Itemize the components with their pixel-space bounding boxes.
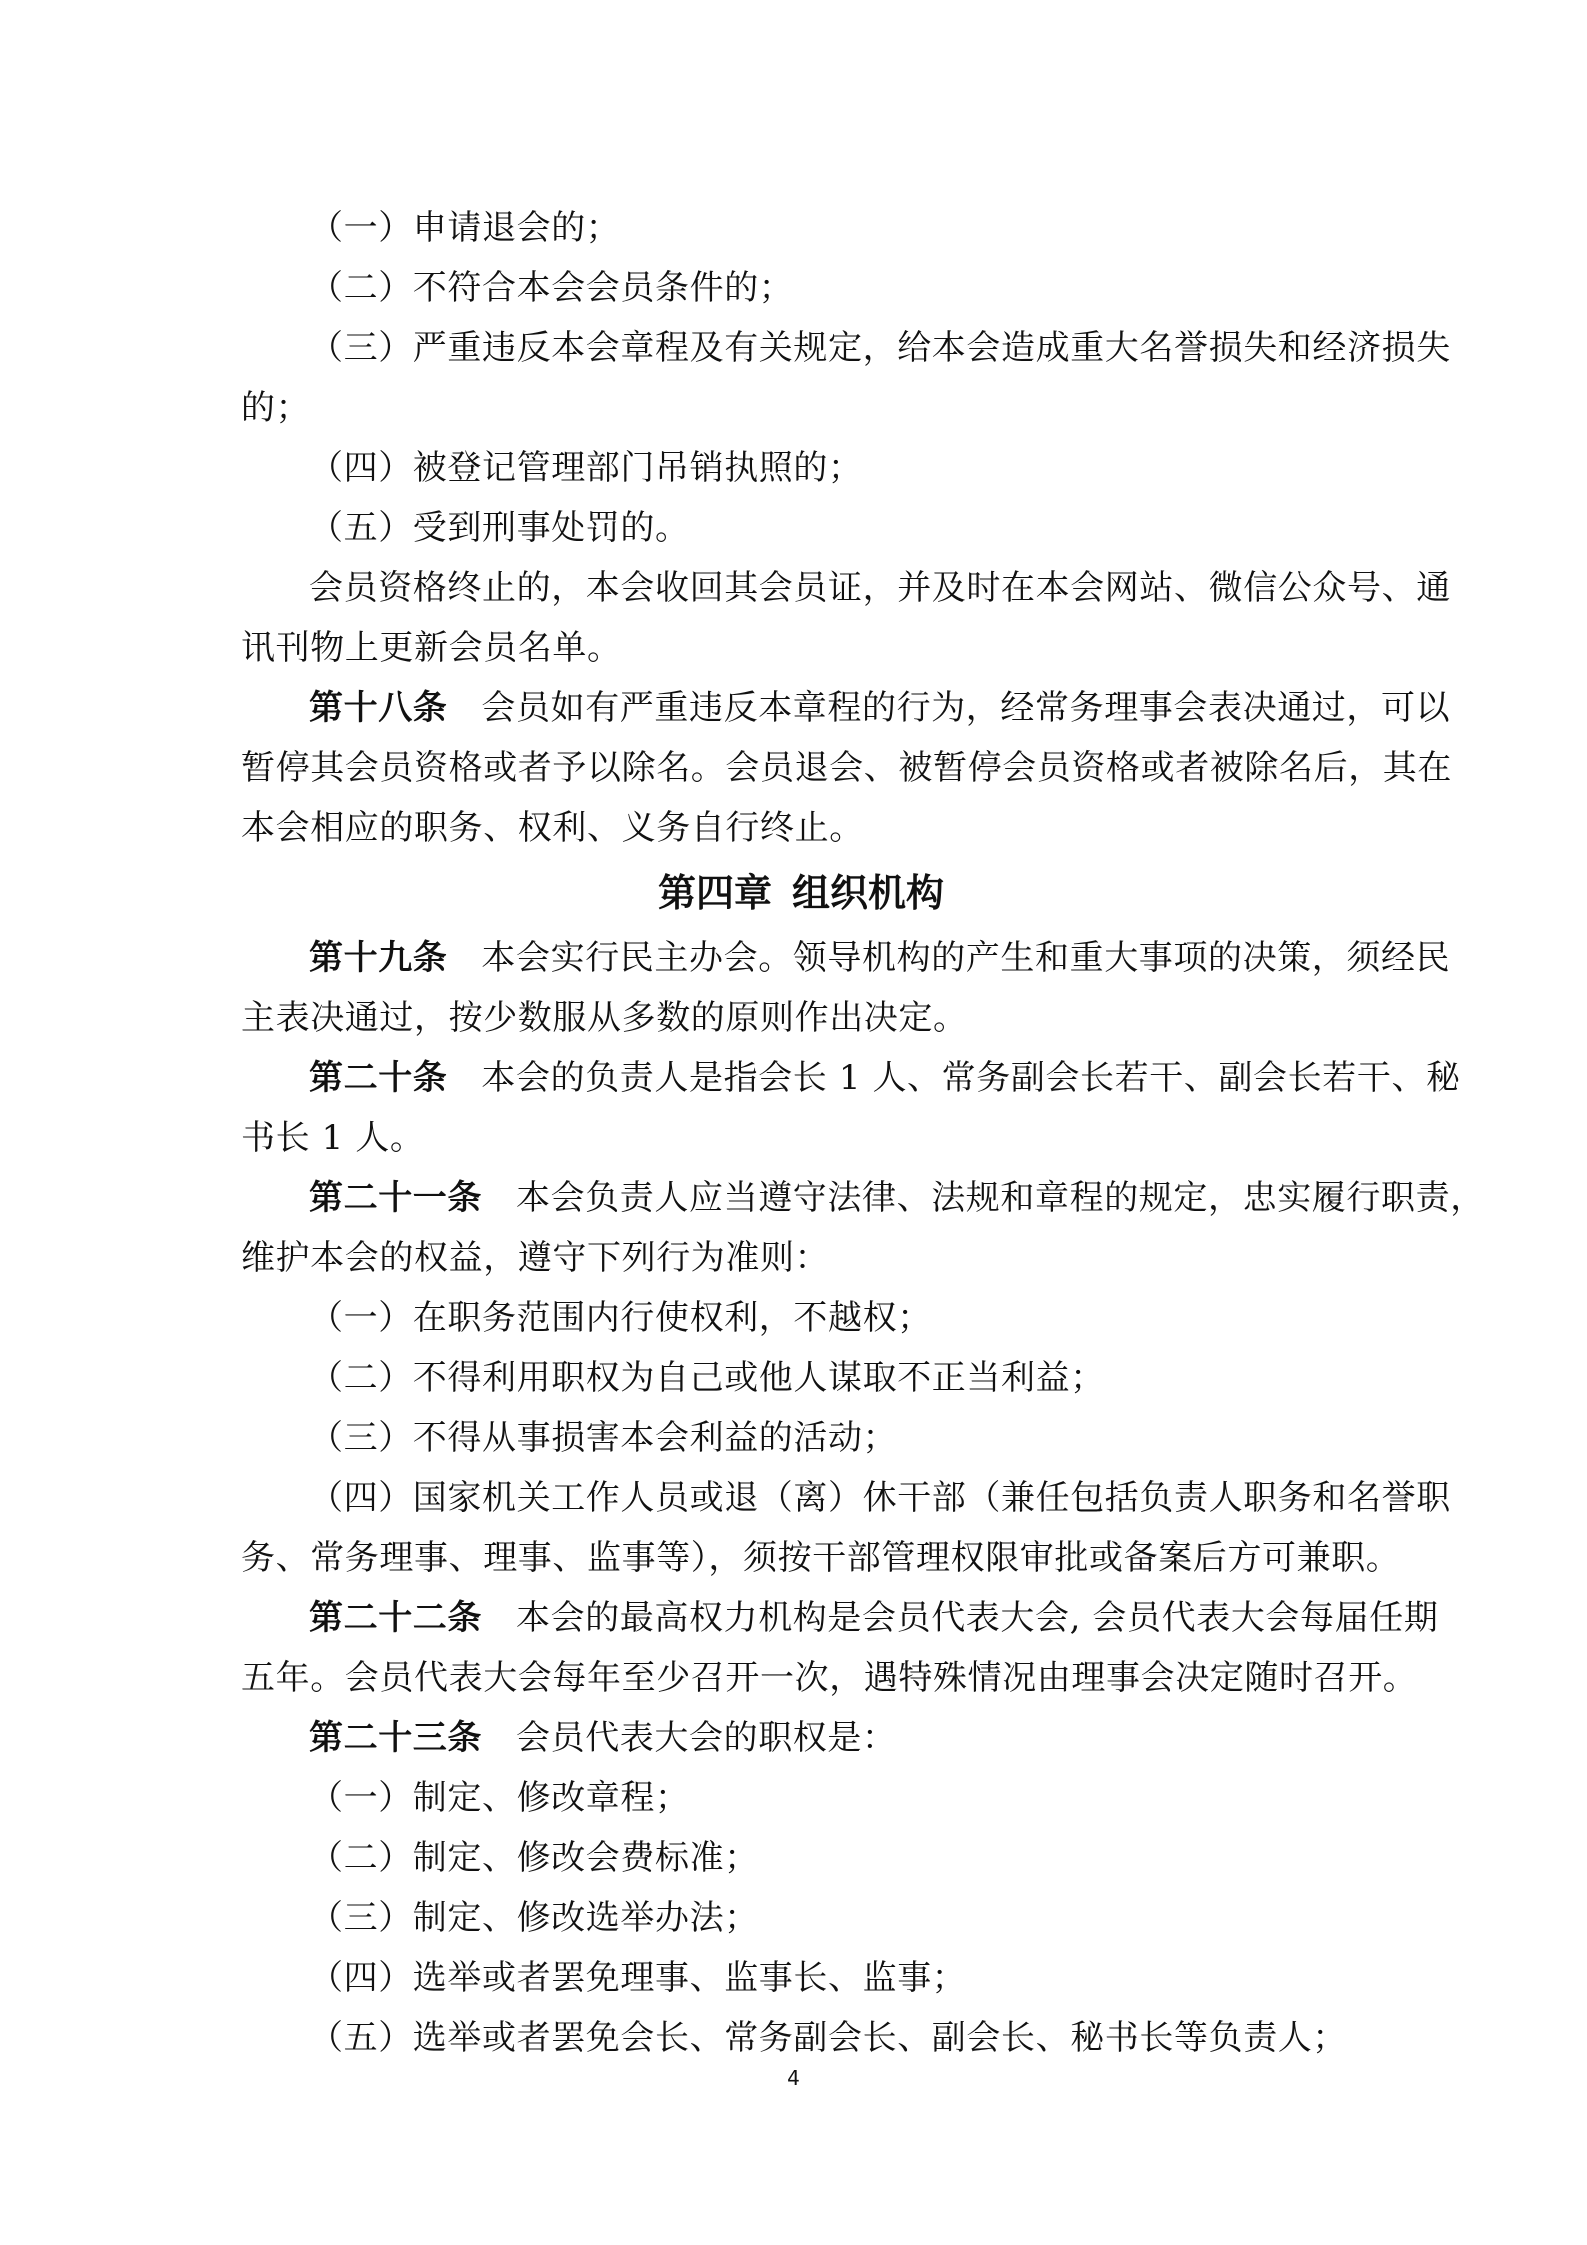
paragraph-line: 讯刊物上更新会员名单。 (241, 628, 622, 668)
paragraph-line: 会员资格终止的，本会收回其会员证，并及时在本会网站、微信公众号、通 (309, 568, 1451, 608)
chapter-heading (241, 858, 1361, 928)
page-number: 4 (787, 2066, 800, 2090)
document-body (241, 198, 1485, 2068)
list-item: （四）国家机关工作人员或退（离）休干部（兼任包括负责人职务和名誉职 (309, 1478, 1451, 1518)
article-label: 第二十三条 (309, 1718, 482, 1758)
article-text: 会员如有严重违反本章程的行为，经常务理事会表决通过，可以 (481, 688, 1451, 728)
article-21-line (241, 1168, 1485, 1228)
list-item: （一）在职务范围内行使权利，不越权； (309, 1298, 932, 1338)
list-item: （四）被登记管理部门吊销执照的； (309, 448, 863, 488)
list-item: （一）申请退会的； (309, 208, 621, 248)
list-item: （二）制定、修改会费标准； (309, 1838, 759, 1878)
article-text: 会员代表大会的职权是： (516, 1718, 897, 1758)
list-item: （一）制定、修改章程； (309, 1778, 690, 1818)
paragraph-line: 五年。会员代表大会每年至少召开一次，遇特殊情况由理事会决定随时召开。 (241, 1658, 1418, 1698)
chapter-number: 第四章 (657, 870, 772, 915)
article-label: 第二十二条 (309, 1598, 482, 1638)
article-label: 第二十条 (309, 1058, 448, 1098)
article-text: 本会的负责人是指会长 1 人、常务副会长若干、副会长若干、秘 (481, 1058, 1461, 1098)
list-item: （四）选举或者罢免理事、监事长、监事； (309, 1958, 967, 1998)
list-item: （五）选举或者罢免会长、常务副会长、副会长、秘书长等负责人； (309, 2018, 1347, 2058)
paragraph-line: 本会相应的职务、权利、义务自行终止。 (241, 808, 864, 848)
article-20-line (241, 1048, 1461, 1108)
article-19-line (241, 928, 1451, 988)
list-item-continuation: 的； (241, 388, 311, 428)
article-label: 第十八条 (309, 688, 448, 728)
list-item: （三）制定、修改选举办法； (309, 1898, 759, 1938)
article-18-line (241, 678, 1451, 738)
paragraph-line: 主表决通过，按少数服从多数的原则作出决定。 (241, 998, 968, 1038)
article-label: 第十九条 (309, 938, 448, 978)
list-item: （二）不得利用职权为自己或他人谋取不正当利益； (309, 1358, 1105, 1398)
paragraph-line: 暂停其会员资格或者予以除名。会员退会、被暂停会员资格或者被除名后，其在 (241, 748, 1452, 788)
list-item: （三）严重违反本会章程及有关规定，给本会造成重大名誉损失和经济损失 (309, 328, 1451, 368)
article-text: 本会负责人应当遵守法律、法规和章程的规定，忠实履行职责， (516, 1178, 1485, 1218)
article-label: 第二十一条 (309, 1178, 482, 1218)
list-item: （五）受到刑事处罚的。 (309, 508, 690, 548)
list-item-continuation: 务、常务理事、理事、监事等），须按干部管理权限审批或备案后方可兼职。 (241, 1538, 1401, 1578)
article-23-line (241, 1708, 1361, 1768)
chapter-title: 组织机构 (792, 870, 945, 915)
list-item: （三）不得从事损害本会利益的活动； (309, 1418, 898, 1458)
paragraph-line: 维护本会的权益，遵守下列行为准则： (241, 1238, 830, 1278)
list-item: （二）不符合本会会员条件的； (309, 268, 794, 308)
article-text: 本会实行民主办会。领导机构的产生和重大事项的决策，须经民 (481, 938, 1451, 978)
article-22-line (241, 1588, 1439, 1648)
article-text: 本会的最高权力机构是会员代表大会, 会员代表大会每届任期 (516, 1598, 1439, 1638)
paragraph-line: 书长 1 人。 (241, 1118, 425, 1158)
